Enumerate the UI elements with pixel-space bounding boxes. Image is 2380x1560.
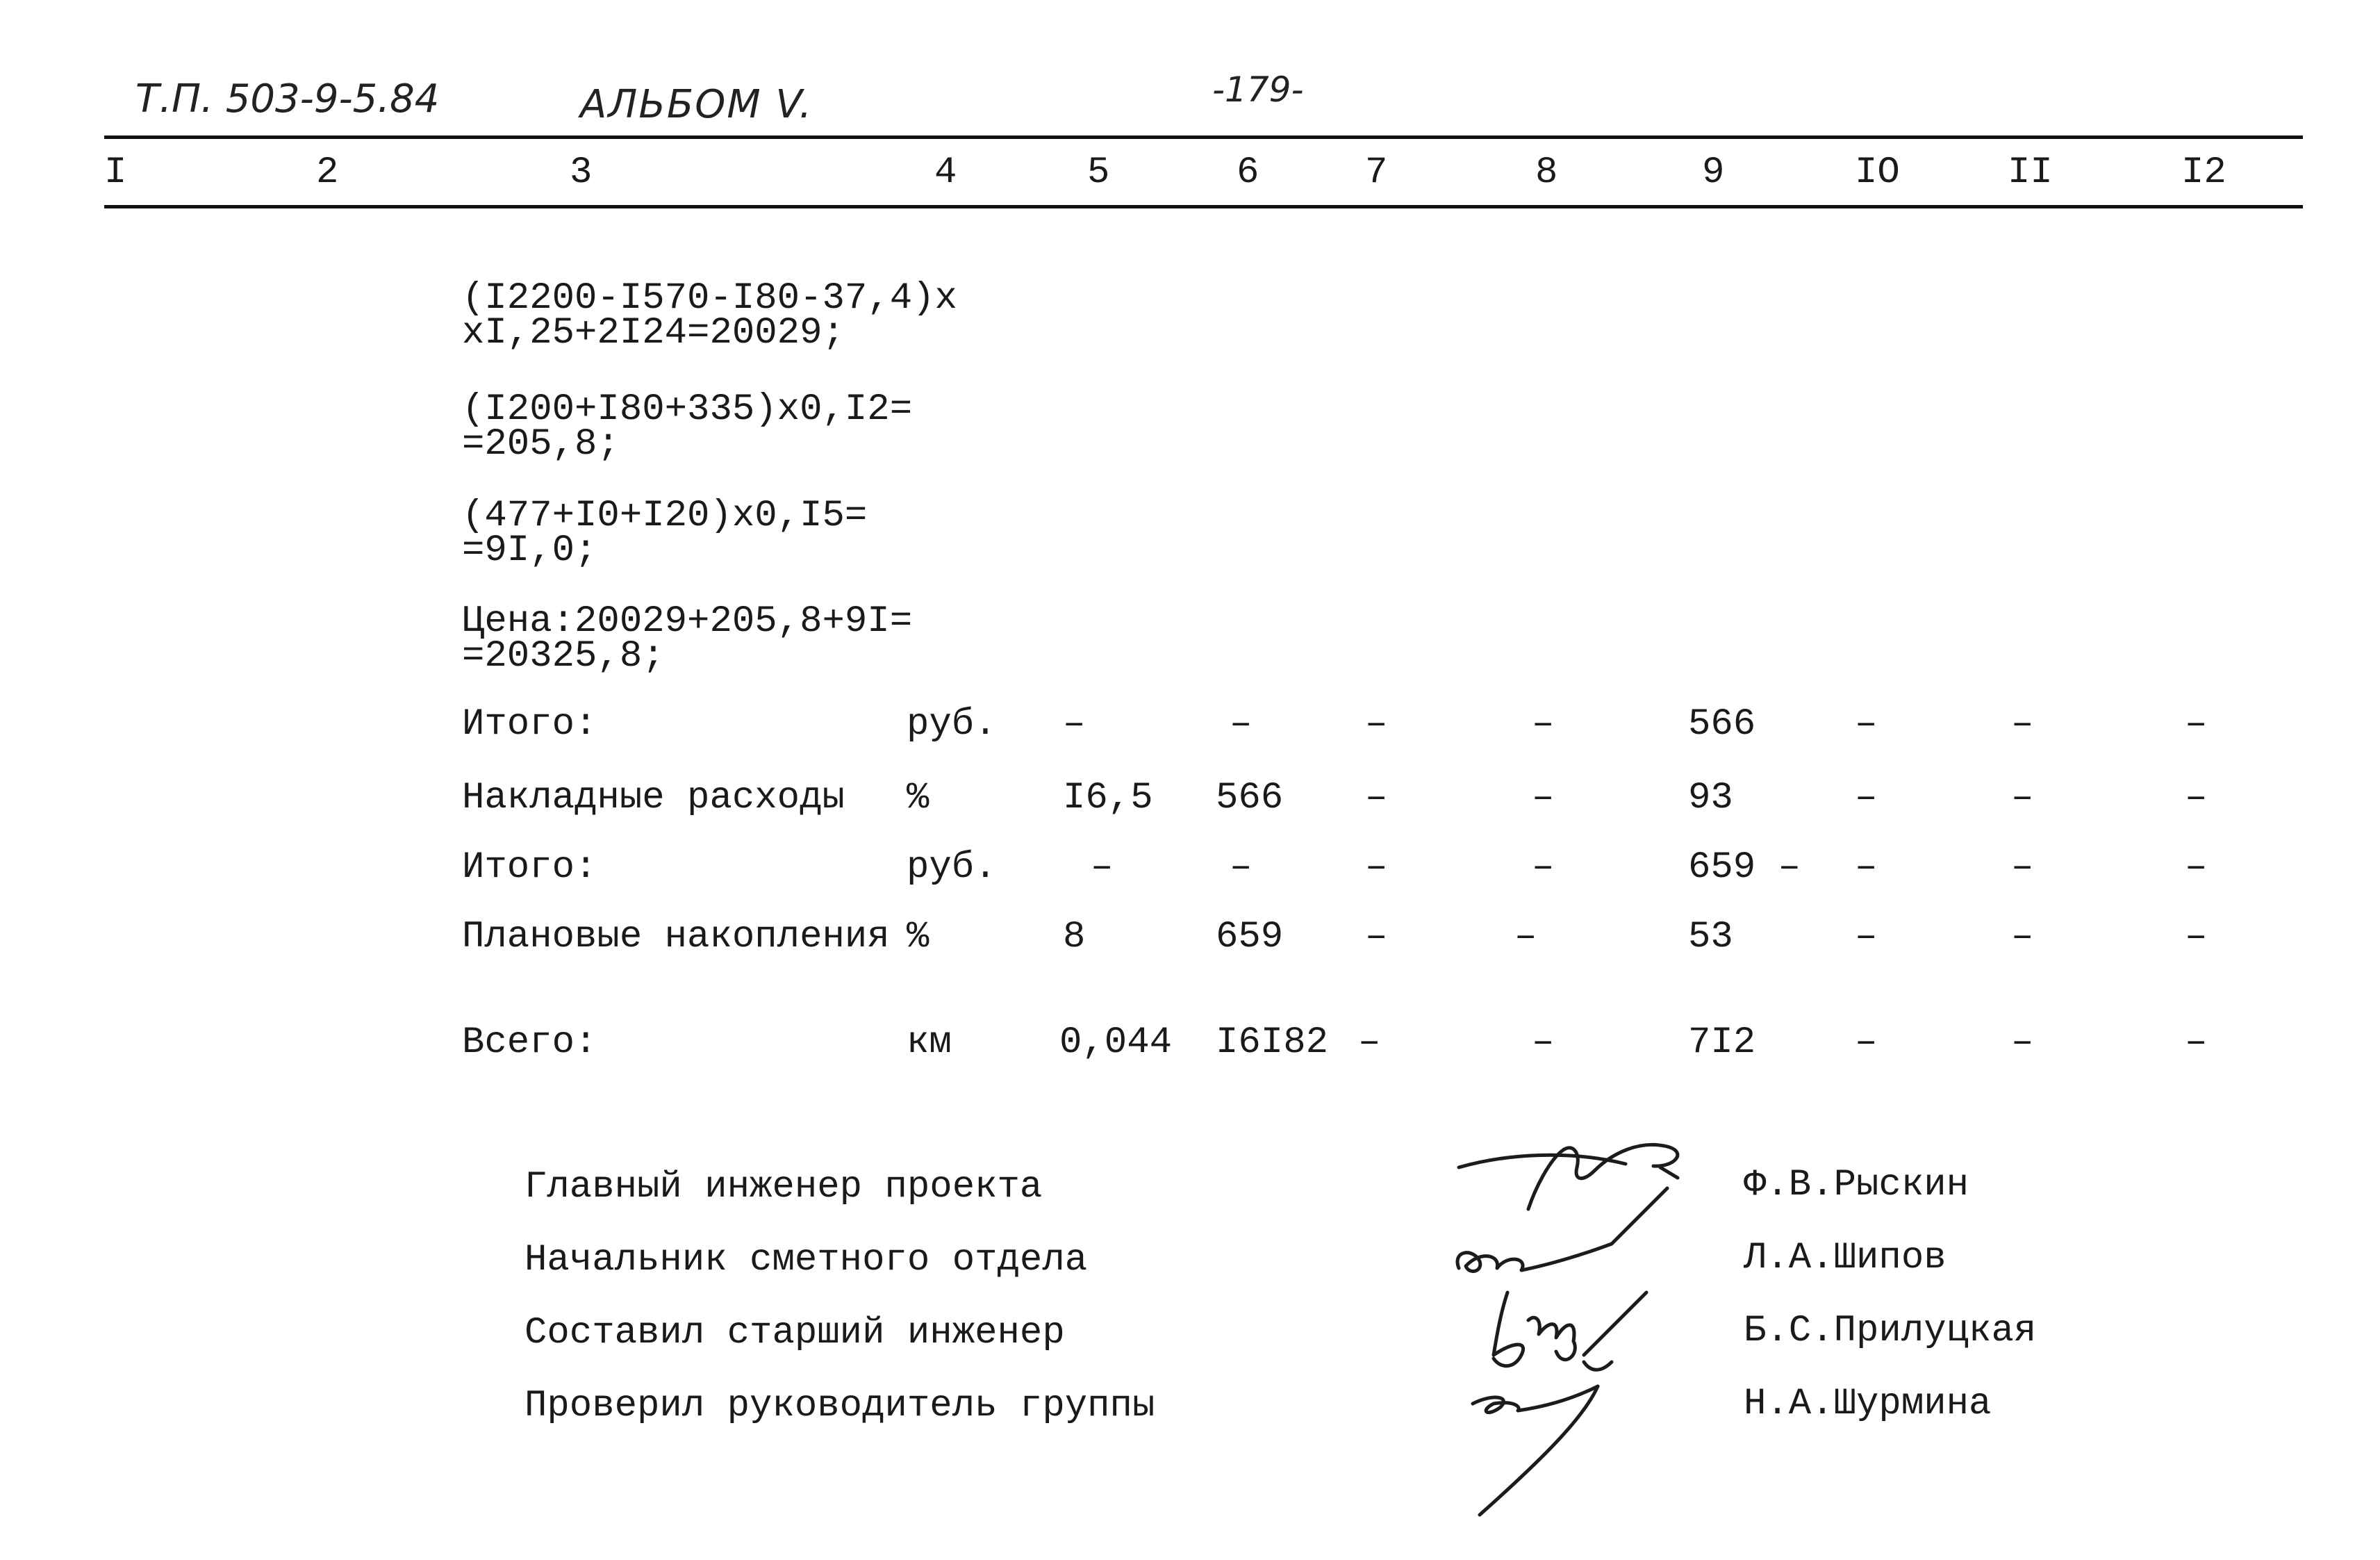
cell-col9: 566 [1688,703,1756,746]
table-row [0,846,2380,895]
cell-col5: – [1063,703,1086,746]
cell-col6: 566 [1216,777,1284,819]
signature-stroke [1584,1362,1612,1370]
cell-col8: – [1532,703,1555,746]
cell-col5: I6,5 [1063,777,1153,819]
cell-col10: – [1855,777,1878,819]
signature-name: Б.С.Прилуцкая [1744,1310,2037,1352]
cell-col10: – [1855,916,1878,958]
cell-col12: – [2185,777,2208,819]
cell-col8: – [1532,1021,1555,1064]
cell-col7: – [1365,916,1388,958]
row-unit: % [907,916,929,958]
cell-col10: – [1855,846,1878,889]
column-number: 4 [934,151,957,194]
column-number: 3 [570,151,593,194]
header-bottom-rule [104,205,2303,208]
cell-col6: – [1230,703,1253,746]
cell-col6: 659 [1216,916,1284,958]
header-top-rule [104,136,2303,139]
column-number: II [2008,151,2053,194]
cell-col6: I6I82 [1216,1021,1329,1064]
project-code: Т.П. 503-9-5.84 [135,76,440,122]
table-row [0,777,2380,826]
cell-col10: – [1855,703,1878,746]
cell-col8: – [1532,777,1555,819]
album-label: АЛЬБОМ V. [580,82,813,127]
row-unit: руб. [907,703,997,746]
table-row [0,916,2380,964]
cell-col12: – [2185,703,2208,746]
signature-role: Проверил руководитель группы [524,1385,1155,1427]
signature-name: Ф.В.Рыскин [1744,1164,1969,1206]
row-name: Всего: [462,1021,597,1064]
signature-role: Главный инженер проекта [524,1166,1043,1208]
column-number: 6 [1237,151,1259,194]
cell-col10: – [1855,1021,1878,1064]
cell-col8: – [1514,916,1537,958]
calc-line: (I2200-I570-I80-37,4)x xI,25+2I24=20029; [462,277,957,354]
cell-col8: – [1532,846,1555,889]
cell-col11: – [2011,846,2034,889]
handwritten-signatures [1445,1112,1723,1522]
cell-col5: 8 [1063,916,1086,958]
signature-stroke [1494,1292,1523,1366]
calc-line: (477+I0+I20)x0,I5= =9I,0; [462,495,868,572]
column-number: I [104,151,127,194]
signature-stroke [1660,1167,1678,1178]
row-unit: % [907,777,929,819]
signature-stroke [1473,1386,1598,1413]
column-number: IО [1855,151,1900,194]
row-name: Итого: [462,703,597,746]
signature-role: Начальник сметного отдела [524,1239,1088,1281]
cell-col12: – [2185,846,2208,889]
signature-stroke [1612,1188,1667,1244]
signature-name: Л.А.Шипов [1744,1237,1947,1279]
signature-role: Составил старший инженер [524,1312,1065,1354]
cell-col11: – [2011,703,2034,746]
signature-name: Н.А.Шурмина [1744,1383,1992,1425]
row-unit: км [907,1021,952,1064]
signature-stroke [1457,1244,1612,1271]
signature-stroke [1528,1317,1575,1360]
table-row [0,703,2380,752]
cell-col9: 659 – [1688,846,1801,889]
page-number: -179- [1212,69,1304,110]
column-number: 9 [1702,151,1725,194]
calc-line: (I200+I80+335)x0,I2= =205,8; [462,388,913,466]
cell-col11: – [2011,1021,2034,1064]
signature-stroke [1584,1292,1646,1355]
signature-stroke [1594,1144,1678,1171]
cell-col5: 0,044 [1059,1021,1173,1064]
row-name: Накладные расходы [462,777,845,819]
cell-col9: 7I2 [1688,1021,1756,1064]
column-number: I2 [2181,151,2226,194]
row-name: Итого: [462,846,597,889]
column-number: 2 [316,151,339,194]
cell-col7: – [1365,846,1388,889]
cell-col7: – [1365,777,1388,819]
row-name: Плановые накопления [462,916,890,958]
column-number: 5 [1087,151,1110,194]
calc-line: Цена:20029+205,8+9I= =20325,8; [462,600,913,678]
cell-col7: – [1365,703,1388,746]
cell-col9: 93 [1688,777,1733,819]
column-number: 7 [1365,151,1388,194]
cell-col7: – [1358,1021,1381,1064]
cell-col11: – [2011,777,2034,819]
row-unit: руб. [907,846,997,889]
cell-col12: – [2185,916,2208,958]
cell-col9: 53 [1688,916,1733,958]
cell-col6: – [1230,846,1253,889]
cell-col12: – [2185,1021,2208,1064]
column-number: 8 [1535,151,1558,194]
cell-col5: – [1091,846,1114,889]
table-row [0,1021,2380,1070]
cell-col11: – [2011,916,2034,958]
